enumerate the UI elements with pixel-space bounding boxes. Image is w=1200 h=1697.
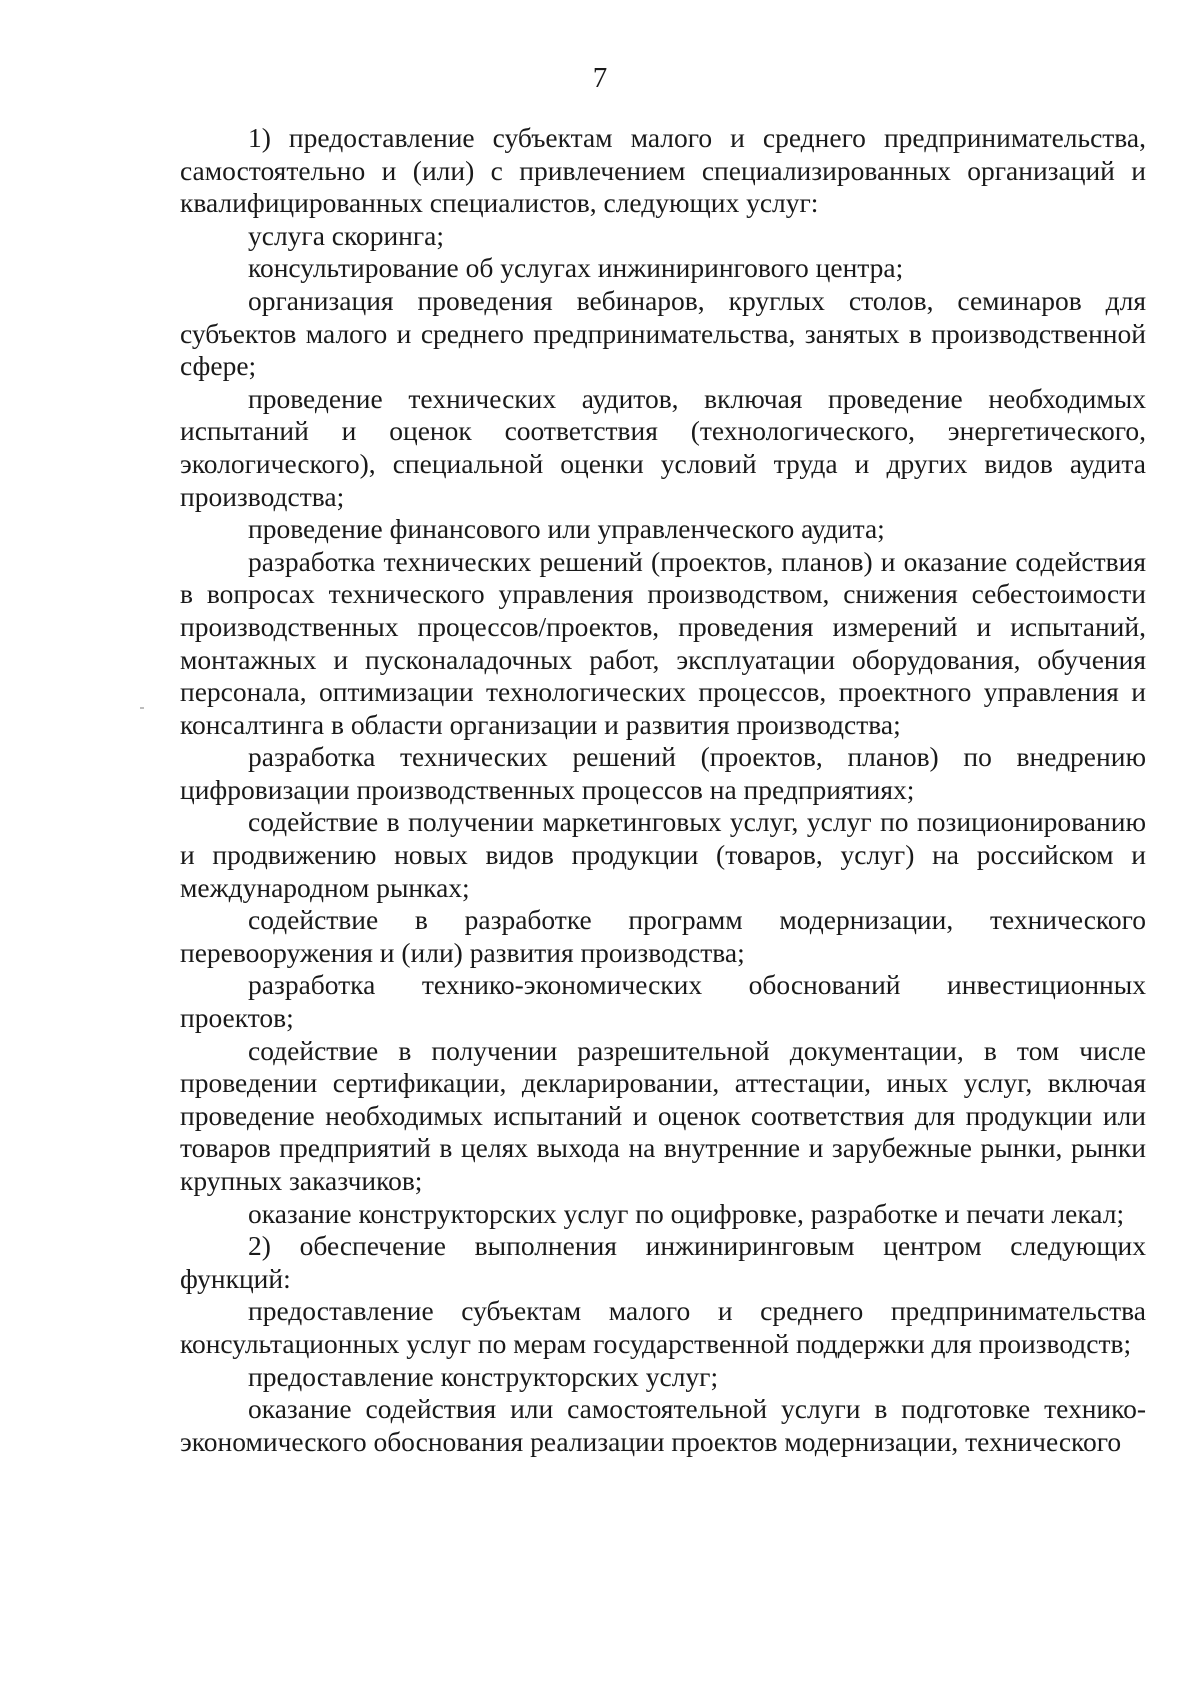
page-number: 7 xyxy=(592,62,608,94)
paragraph-consulting: консультирование об услугах инжинирингового центра; xyxy=(248,252,904,284)
paragraph-technical-audits: проведение технических аудитов, включая проведение необходимых испытаний и оценок соответствия (технологического, энергетического, экологического), специальной оценки условий труда и других видов аудита производства; xyxy=(180,382,1146,512)
margin-mark xyxy=(140,707,144,709)
document-body xyxy=(180,122,1146,1458)
paragraph-item-1: 1) предоставление субъектам малого и среднего предпринимательства, самостоятельно и (или) с привлечением специализированных организаций и квалифицированных специалистов, следующих услуг: xyxy=(180,122,1146,219)
paragraph-state-support: предоставление субъектам малого и среднего предпринимательства консультационных услуг по мерам государственной поддержки для производств; xyxy=(180,1295,1146,1359)
paragraph-feasibility: разработка технико-экономических обоснований инвестиционных проектов; xyxy=(180,969,1146,1034)
paragraph-scoring: услуга скоринга; xyxy=(248,219,445,251)
paragraph-financial-audit: проведение финансового или управленческого аудита; xyxy=(248,513,885,545)
paragraph-patterns: оказание конструкторских услуг по оцифровке, разработке и печати лекал; xyxy=(248,1197,1125,1229)
paragraph-webinars: организация проведения вебинаров, круглых столов, семинаров для субъектов малого и среднего предпринимательства, занятых в производственной сфере; xyxy=(180,284,1146,382)
paragraph-technical-solutions: разработка технических решений (проектов, планов) и оказание содействия в вопросах технического управления производством, снижения себестоимости производственных процессов/проектов, проведения измерений и испытаний, монтажных и пусконаладочных работ, эксплуатации оборудования, обучения персонала, оптимизации технологических процессов, проектного управления и консалтинга в области организации и развития производства; xyxy=(180,545,1146,740)
paragraph-permits: содействие в получении разрешительной документации, в том числе проведении сертификации, декларировании, аттестации, иных услуг, включая проведение необходимых испытаний и оценок соответствия для продукции или товаров предприятий в целях выхода на внутренние и зарубежные рынки, рынки крупных заказчиков; xyxy=(180,1034,1146,1196)
paragraph-feasibility-assistance: оказание содействия или самостоятельной услуги в подготовке технико-экономического обоснования реализации проектов модернизации, технического xyxy=(180,1393,1146,1457)
paragraph-item-2: 2) обеспечение выполнения инжиниринговым центром следующих функций: xyxy=(180,1230,1146,1294)
paragraph-digitalization: разработка технических решений (проектов, планов) по внедрению цифровизации производственных процессов на предприятиях; xyxy=(180,741,1146,805)
paragraph-design-services: предоставление конструкторских услуг; xyxy=(248,1360,719,1392)
paragraph-modernization: содействие в разработке программ модернизации, технического перевооружения и (или) развития производства; xyxy=(180,904,1146,968)
paragraph-marketing: содействие в получении маркетинговых услуг, услуг по позиционированию и продвижению новых видов продукции (товаров, услуг) на российском и международном рынках; xyxy=(180,806,1146,903)
